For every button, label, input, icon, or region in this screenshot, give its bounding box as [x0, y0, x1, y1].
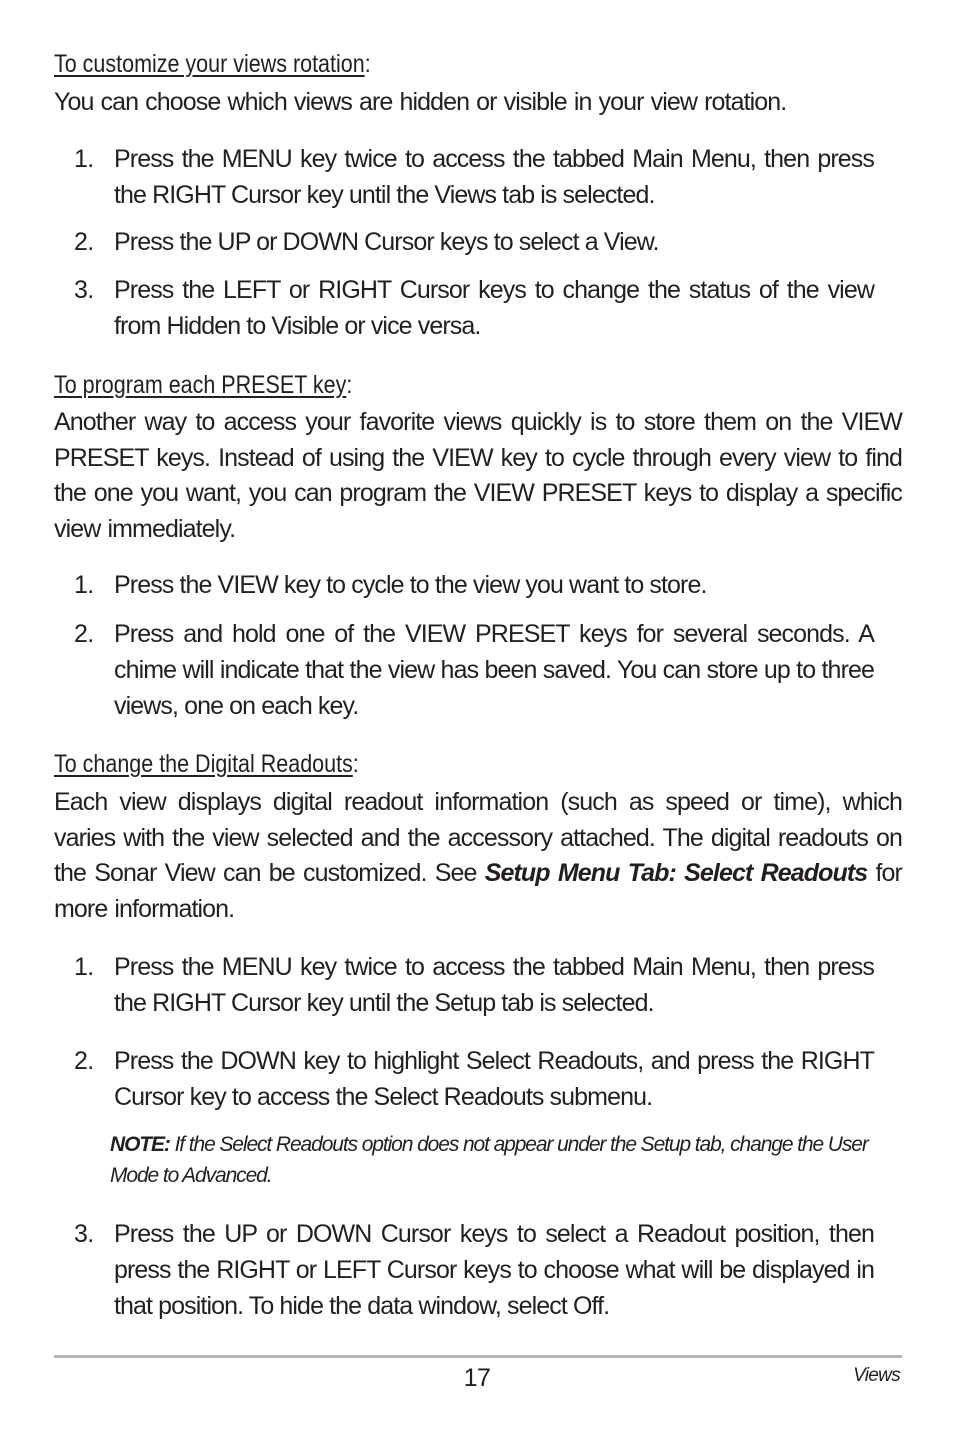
section-preset-keys — [54, 368, 902, 403]
step-number: 3. — [74, 276, 94, 304]
cross-reference: Setup Menu Tab: Select Readouts — [484, 859, 868, 887]
note — [110, 1129, 870, 1191]
section-digital-readouts — [54, 747, 902, 782]
step-text: Press the MENU key twice to access the tabbed Main Menu, then press the RIGHT Cursor key until the Views tab is selected. — [114, 145, 874, 209]
step-number: 1. — [74, 953, 94, 981]
section-heading: To program each PRESET key: — [54, 371, 353, 399]
section-heading: To change the Digital Readouts: — [54, 750, 359, 778]
note-text: If the Select Readouts option does not appear under the Setup tab, change the User Mode to Advanced. — [110, 1133, 868, 1187]
section-views-rotation — [54, 47, 902, 82]
step-text: Press the MENU key twice to access the tabbed Main Menu, then press the RIGHT Cursor key until the Setup tab is selected. — [114, 953, 874, 1017]
step-number: 2. — [74, 228, 94, 256]
note-label: NOTE: — [110, 1133, 170, 1156]
step-number: 1. — [74, 145, 94, 173]
page-number: 17 — [463, 1364, 491, 1392]
step-number: 2. — [74, 620, 94, 648]
step-text: Press the LEFT or RIGHT Cursor keys to change the status of the view from Hidden to Visible or vice versa. — [114, 276, 874, 340]
section-heading: To customize your views rotation: — [54, 50, 371, 78]
step-text: Press the VIEW key to cycle to the view you want to store. — [114, 571, 707, 599]
step-number: 3. — [74, 1220, 94, 1248]
footer-section-name: Views — [853, 1365, 900, 1386]
step-text: Press the DOWN key to highlight Select Readouts, and press the RIGHT Cursor key to access the Select Readouts submenu. — [114, 1047, 874, 1111]
section-intro: You can choose which views are hidden or visible in your view rotation. — [54, 88, 787, 116]
section-intro: Another way to access your favorite views quickly is to store them on the VIEW PRESET keys. Instead of using the VIEW key to cycle through every view to find the one you want, you can program the VIEW PRESET keys to display a specific view immediately. — [54, 408, 902, 543]
step-text: Press the UP or DOWN Cursor keys to select a View. — [114, 228, 659, 256]
step-number: 1. — [74, 571, 94, 599]
step-text: Press and hold one of the VIEW PRESET keys for several seconds. A chime will indicate that the view has been saved. You can store up to three views, one on each key. — [114, 620, 874, 720]
section-intro: Each view displays digital readout information (such as speed or time), which varies with the view selected and the accessory attached. The digital readouts on the Sonar View can be customized. See Setup Menu Tab: Select Readouts for more information. — [54, 788, 902, 923]
footer-divider — [54, 1355, 902, 1358]
step-text: Press the UP or DOWN Cursor keys to select a Readout position, then press the RIGHT or LEFT Cursor keys to choose what will be displayed in that position. To hide the data window, select Off. — [114, 1220, 874, 1320]
step-number: 2. — [74, 1047, 94, 1075]
